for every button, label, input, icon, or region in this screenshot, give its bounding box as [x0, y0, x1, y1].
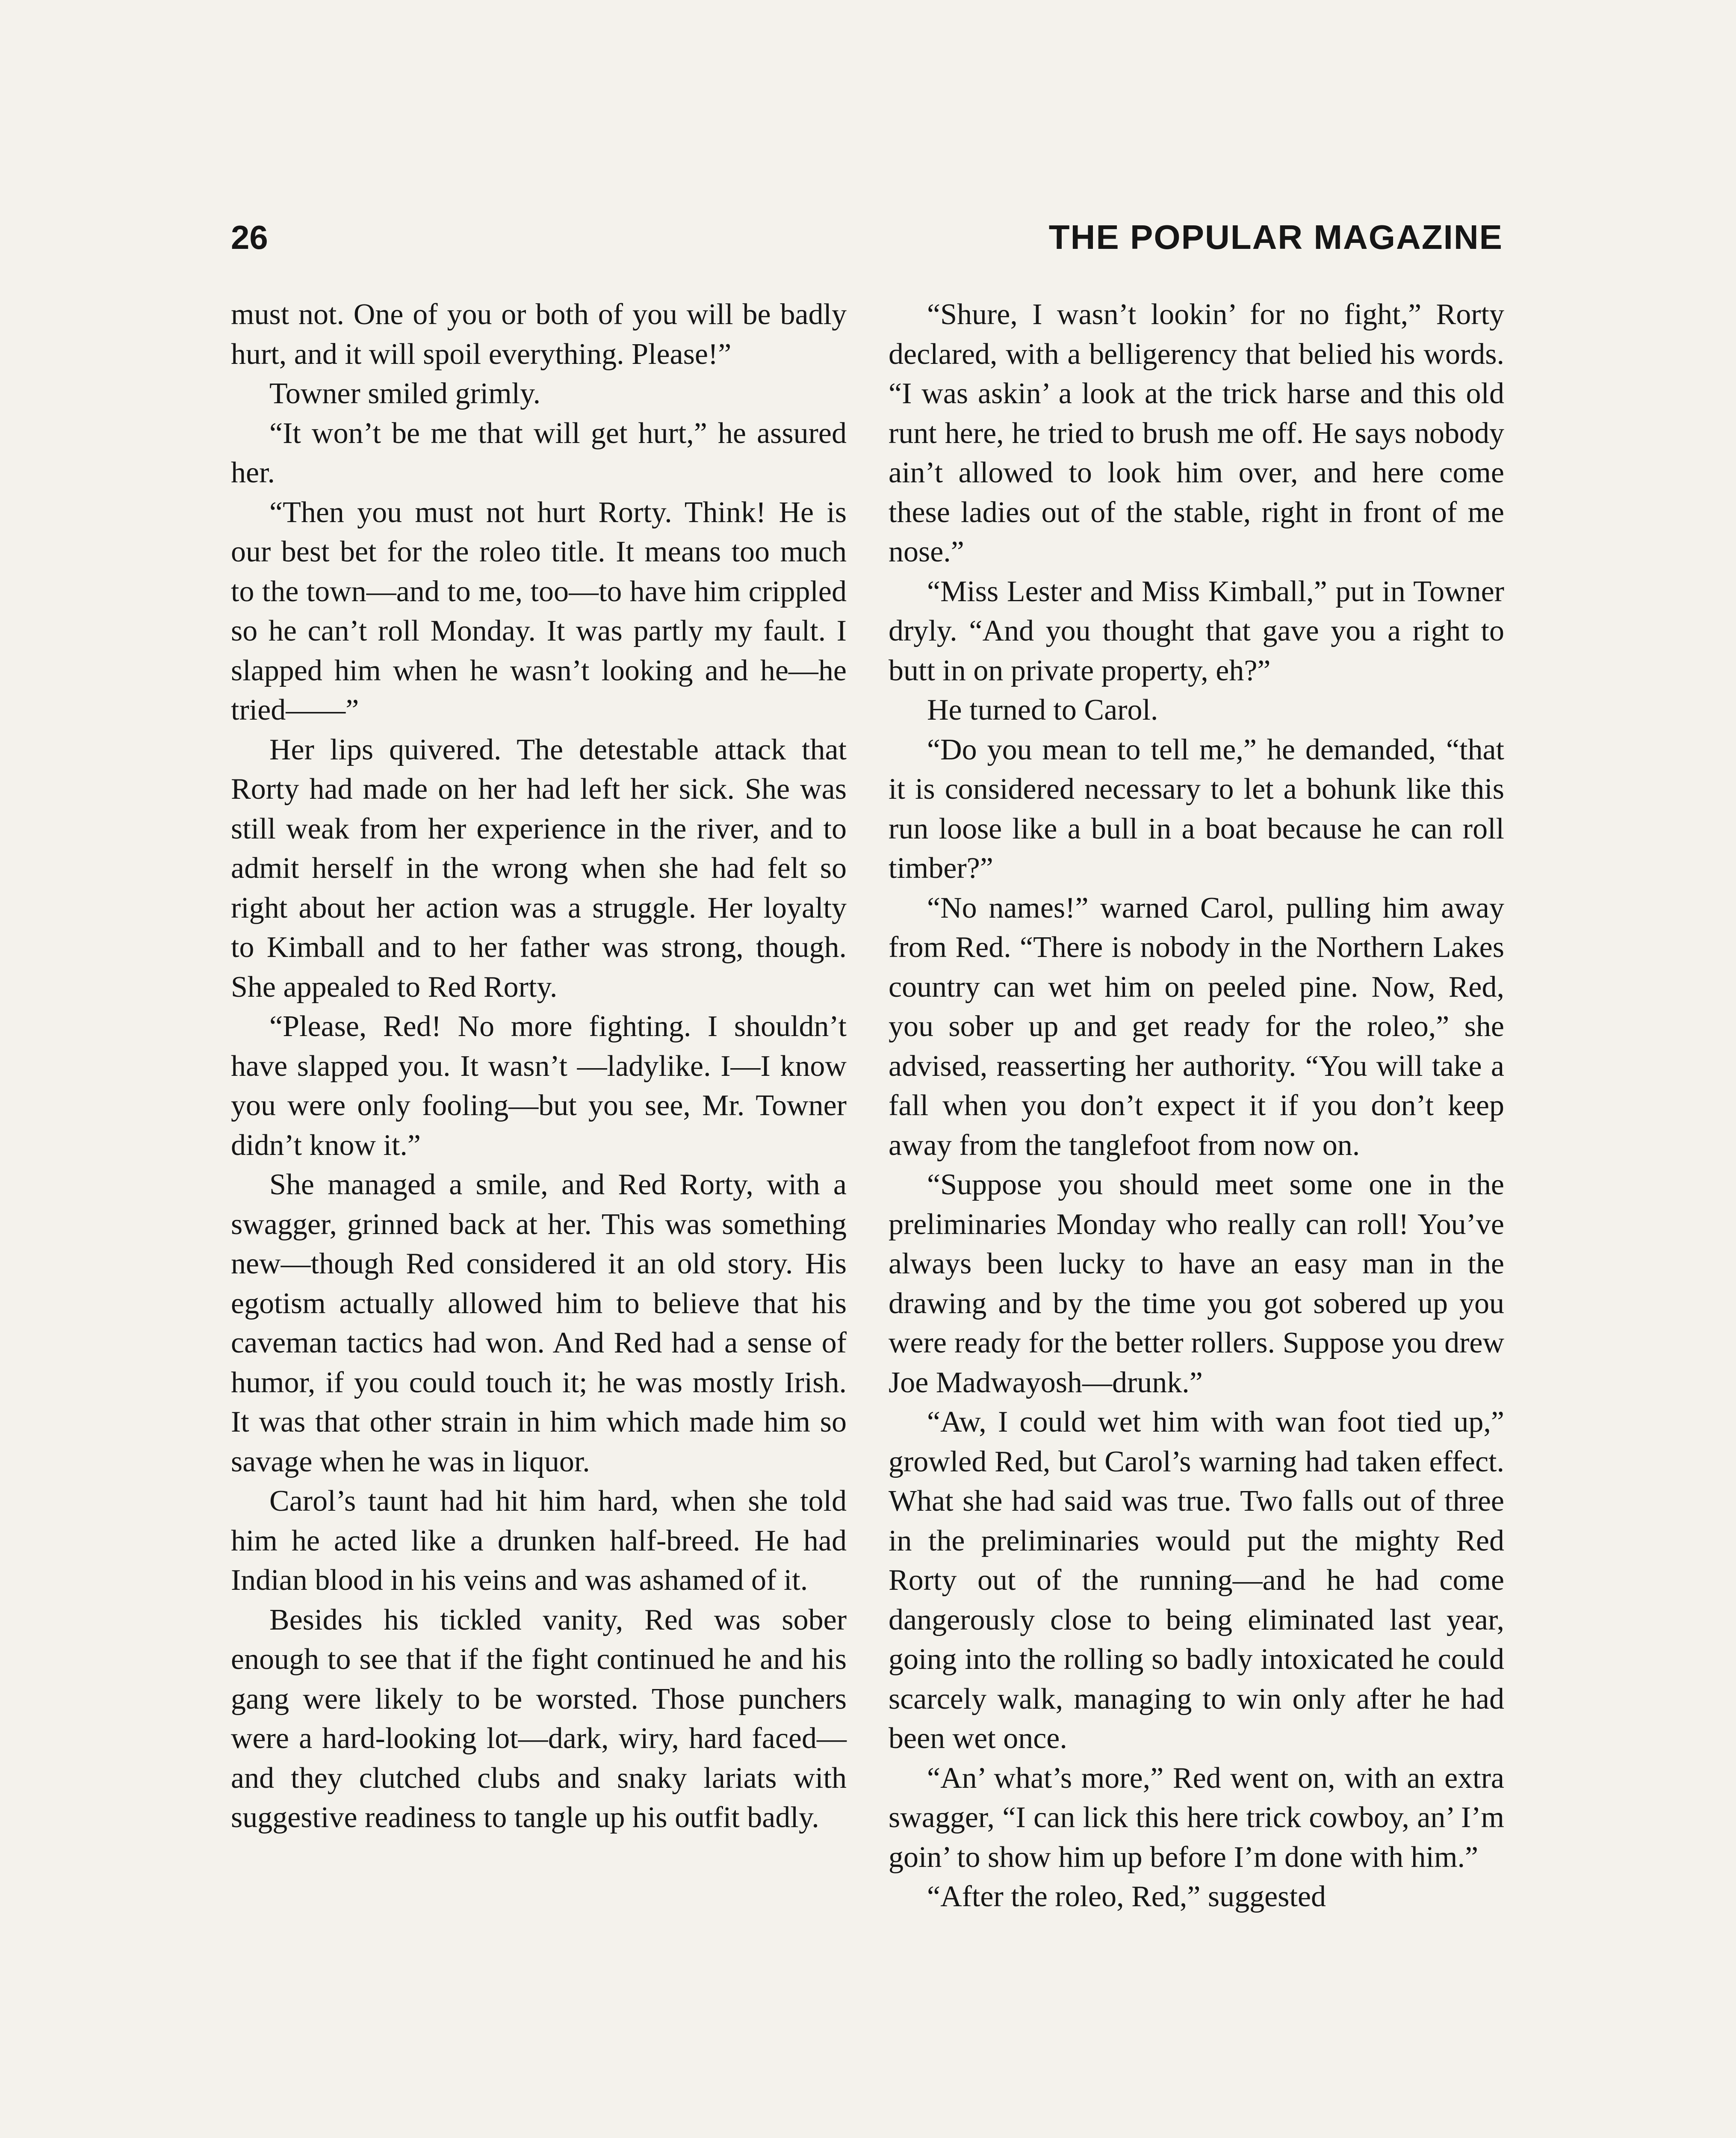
paragraph: “Please, Red! No more fighting. I shouldn’t have slapped you. It wasn’t —ladylike. I—I know you were only fooling—but you see, Mr. Towner didn’t know it.” — [231, 1010, 847, 1162]
paragraph: Her lips quivered. The detestable attack that Rorty had made on her had left her sick. She was still weak from her experience in the river, and to admit herself in the wrong when she had felt so right about her action was a struggle. Her loyalty to Kimball and to her father was strong, though. She appealed to Red Rorty. — [231, 733, 847, 1004]
paragraph: “An’ what’s more,” Red went on, with an extra swagger, “I can lick this here trick cowboy, an’ I’m goin’ to show him up before I’m done with him.” — [889, 1761, 1504, 1874]
page-number: 26 — [231, 219, 268, 256]
page-header — [231, 214, 1503, 265]
right-text-column — [889, 295, 1504, 1917]
paragraph: “Shure, I wasn’t lookin’ for no fight,” Rorty declared, with a belligerency that belied his words. “I was askin’ a look at the trick harse and this old runt here, he tried to brush me off. He says nobody ain’t allowed to look him over, and here come these ladies out of the stable, right in front of me nose.” — [889, 298, 1504, 568]
paragraph: He turned to Carol. — [927, 694, 1158, 726]
paragraph: “After the roleo, Red,” suggested — [927, 1880, 1326, 1913]
paragraph: “Suppose you should meet some one in the preliminaries Monday who really can roll! You’ve always been lucky to have an easy man in the drawing and by the time you got sobered up you were ready for the better rollers. Suppose you drew Joe Madwayosh—drunk.” — [889, 1168, 1504, 1399]
paragraph: Besides his tickled vanity, Red was sober enough to see that if the fight continued he and his gang were likely to be worsted. Those punchers were a hard-looking lot—dark, wiry, hard faced—and they clutched clubs and snaky lariats with suggestive readiness to tangle up his outfit badly. — [231, 1603, 847, 1834]
paragraph: must not. One of you or both of you will be badly hurt, and it will spoil everything. Please!” — [231, 298, 847, 371]
paragraph: Towner smiled grimly. — [269, 377, 541, 410]
paragraph: She managed a smile, and Red Rorty, with a swagger, grinned back at her. This was something new—though Red considered it an old story. His egotism actually allowed him to believe that his caveman tactics had won. And Red had a sense of humor, if you could touch it; he was mostly Irish. It was that other strain in him which made him so savage when he was in liquor. — [231, 1168, 847, 1478]
left-text-column — [231, 295, 847, 1838]
paragraph: “It won’t be me that will get hurt,” he assured her. — [231, 416, 847, 489]
running-head: THE POPULAR MAGAZINE — [1048, 218, 1503, 256]
paragraph: “Then you must not hurt Rorty. Think! He is our best bet for the roleo title. It means too much to the town—and to me, too—to have him crippled so he can’t roll Monday. It was partly my fault. I slapped him when he wasn’t looking and he—he tried——” — [231, 496, 847, 726]
paragraph: “Aw, I could wet him with wan foot tied up,” growled Red, but Carol’s warning had taken effect. What she had said was true. Two falls out of three in the preliminaries would put the mighty Red Rorty out of the running—and he had come dangerously close to being eliminated last year, going into the rolling so badly intoxicated he could scarcely walk, managing to win only after he had been wet once. — [889, 1406, 1504, 1755]
paragraph: “Do you mean to tell me,” he demanded, “that it is considered necessary to let a bohunk like this run loose like a bull in a boat because he can roll timber?” — [889, 733, 1504, 885]
paragraph: “Miss Lester and Miss Kimball,” put in Towner dryly. “And you thought that gave you a right to butt in on private property, eh?” — [889, 575, 1504, 687]
paragraph: Carol’s taunt had hit him hard, when she told him he acted like a drunken half-breed. He had Indian blood in his veins and was ashamed of it. — [231, 1485, 847, 1597]
paragraph: “No names!” warned Carol, pulling him away from Red. “There is nobody in the Northern Lakes country can wet him on peeled pine. Now, Red, you sober up and get ready for the roleo,” she advised, reasserting her authority. “You will take a fall when you don’t expect it if you don’t keep away from the tanglefoot from now on. — [889, 891, 1504, 1162]
